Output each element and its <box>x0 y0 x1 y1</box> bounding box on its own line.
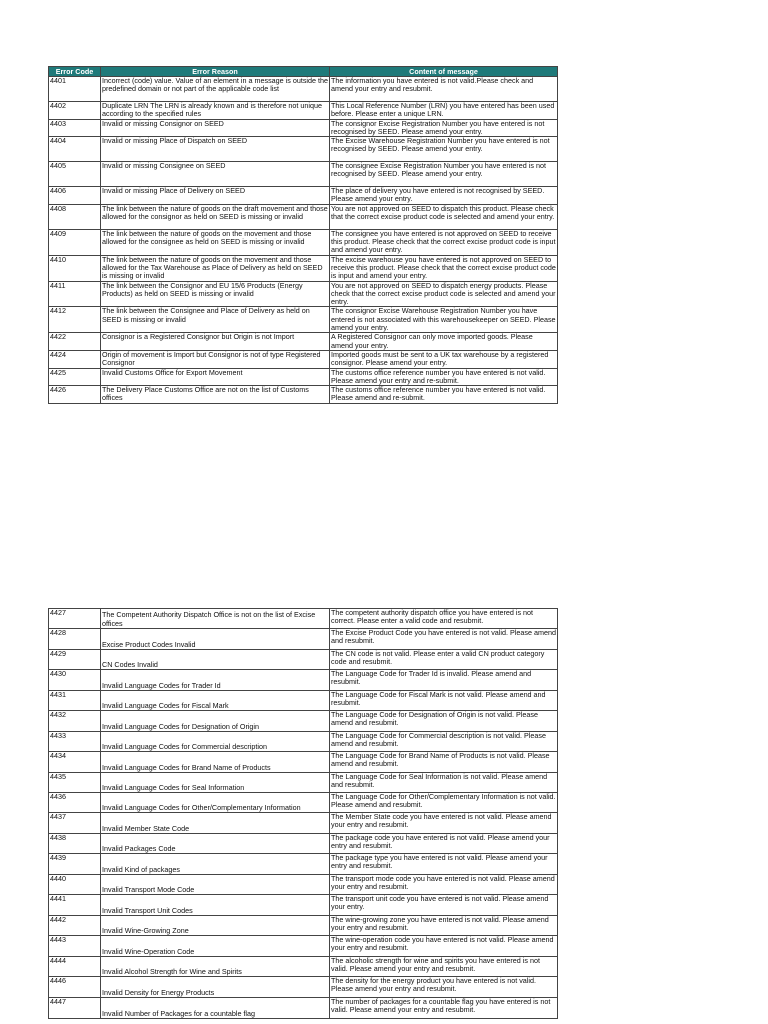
table-row <box>49 691 558 711</box>
table-row <box>49 229 558 255</box>
error-code-cell: 4429 <box>49 650 101 670</box>
message-cell: The customs office reference number you have entered is not valid. Please amend and re-submit. <box>330 386 558 404</box>
message-cell: The Language Code for Seal Information is not valid. Please amend and resubmit. <box>330 773 558 793</box>
error-code-cell: 4424 <box>49 350 101 368</box>
table-row <box>49 936 558 957</box>
error-reason-cell: The link between the Consignee and Place of Delivery as held on SEED is missing or invalid <box>101 307 330 333</box>
error-reason-cell: Invalid Language Codes for Trader Id <box>101 670 330 691</box>
error-reason-cell: Consignor is a Registered Consignor but Origin is not Import <box>101 333 330 351</box>
error-reason-cell: The link between the nature of goods on the draft movement and those allowed for the consignor as held on SEED is missing or invalid <box>101 204 330 229</box>
error-reason-cell: The link between the nature of goods on the movement and those allowed for the consignee as held on SEED is missing or invalid <box>101 229 330 255</box>
error-code-cell: 4436 <box>49 793 101 813</box>
error-code-cell: 4432 <box>49 711 101 732</box>
table-row <box>49 204 558 229</box>
error-reason-cell: Invalid Customs Office for Export Movement <box>101 368 330 386</box>
error-reason-cell: CN Codes Invalid <box>101 650 330 670</box>
error-code-cell: 4433 <box>49 732 101 752</box>
error-reason-cell: Invalid Language Codes for Other/Complementary Information <box>101 793 330 813</box>
message-cell: The customs office reference number you have entered is not valid. Please amend your entry and re-submit. <box>330 368 558 386</box>
error-code-cell: 4404 <box>49 137 101 162</box>
table-row <box>49 732 558 752</box>
message-cell: The consignee Excise Registration Number you have entered is not recognised by SEED. Please amend your entry. <box>330 162 558 187</box>
error-code-cell: 4409 <box>49 229 101 255</box>
message-cell: This Local Reference Number (LRN) you have entered has been used before. Please enter a unique LRN. <box>330 102 558 120</box>
message-cell: The Language Code for Commercial description is not valid. Please amend and resubmit. <box>330 732 558 752</box>
table-row <box>49 350 558 368</box>
error-code-cell: 4431 <box>49 691 101 711</box>
header-error-code: Error Code <box>49 67 101 77</box>
error-reason-cell: Excise Product Codes Invalid <box>101 629 330 650</box>
error-reason-cell: Invalid Transport Mode Code <box>101 875 330 895</box>
message-cell: The Language Code for Other/Complementary Information is not valid. Please amend and resubmit. <box>330 793 558 813</box>
header-error-reason: Error Reason <box>101 67 330 77</box>
table-row <box>49 854 558 875</box>
table-row <box>49 119 558 137</box>
error-code-cell: 4426 <box>49 386 101 404</box>
error-code-cell: 4430 <box>49 670 101 691</box>
message-cell: The Language Code for Trader Id is invalid. Please amend and resubmit. <box>330 670 558 691</box>
error-code-cell: 4446 <box>49 977 101 998</box>
message-cell: The wine-growing zone you have entered is not valid. Please amend your entry and resubmit. <box>330 916 558 936</box>
table-row <box>49 162 558 187</box>
table-row <box>49 834 558 854</box>
table-row <box>49 629 558 650</box>
error-code-cell: 4435 <box>49 773 101 793</box>
error-reason-cell: Origin of movement is Import but Consignor is not of type Registered Consignor <box>101 350 330 368</box>
message-cell: The place of delivery you have entered is not recognised by SEED. Please amend your entry. <box>330 187 558 205</box>
error-code-cell: 4422 <box>49 333 101 351</box>
table-row <box>49 875 558 895</box>
message-cell: You are not approved on SEED to dispatch energy products. Please check that the correct excise product code is selected and amend your entry. <box>331 281 556 307</box>
error-reason-cell: Invalid Number of Packages for a countable flag <box>101 998 330 1019</box>
table-row <box>49 187 558 205</box>
table-row <box>49 670 558 691</box>
message-cell: The consignee you have entered is not approved on SEED to receive this product. Please check that the correct excise product code is input and amend your entry. <box>331 229 556 255</box>
message-cell: The package type you have entered is not valid. Please amend your entry and resubmit. <box>330 854 558 875</box>
error-code-cell: 4406 <box>49 187 101 205</box>
error-reason-cell: Invalid or missing Place of Delivery on SEED <box>101 187 330 205</box>
message-cell: The Language Code for Designation of Origin is not valid. Please amend and resubmit. <box>330 711 558 732</box>
error-reason-cell: Invalid or missing Place of Dispatch on SEED <box>101 137 330 162</box>
error-code-cell: 4408 <box>49 204 101 229</box>
error-code-cell: 4441 <box>49 895 101 916</box>
error-reason-cell: Invalid Wine-Operation Code <box>101 936 330 957</box>
error-code-cell: 4402 <box>49 102 101 120</box>
table-row <box>49 752 558 773</box>
error-code-cell: 4412 <box>49 307 101 333</box>
error-codes-table-2 <box>48 608 558 1019</box>
error-reason-cell: Invalid or missing Consignee on SEED <box>101 162 330 187</box>
table-row <box>49 609 558 629</box>
message-cell: The excise warehouse you have entered is not approved on SEED to receive this product. Please check that the correct excise product code is input and amend your entry. <box>331 255 556 281</box>
error-code-cell: 4447 <box>49 998 101 1019</box>
error-code-cell: 4437 <box>49 813 101 834</box>
message-cell: The CN code is not valid. Please enter a valid CN product category code and resubmit. <box>330 650 558 670</box>
message-cell: The number of packages for a countable flag you have entered is not valid. Please amend your entry and resubmit. <box>330 998 558 1019</box>
table-row <box>49 281 558 307</box>
message-cell: Imported goods must be sent to a UK tax warehouse by a registered consignor. Please amend your entry. <box>330 350 558 368</box>
error-reason-cell: Invalid Packages Code <box>101 834 330 854</box>
message-cell: The transport mode code you have entered is not valid. Please amend your entry and resubmit. <box>330 875 558 895</box>
table-row <box>49 711 558 732</box>
error-reason-cell: Incorrect (code) value. Value of an element in a message is outside the predefined domain or not part of the applicable code list <box>101 77 330 102</box>
message-cell: The transport unit code you have entered is not valid. Please amend your entry. <box>330 895 558 916</box>
error-reason-cell: The link between the Consignor and EU 15/6 Products (Energy Products) as held on SEED is missing or invalid <box>101 281 330 307</box>
error-code-cell: 4411 <box>49 281 101 307</box>
error-reason-cell: Invalid Language Codes for Brand Name of Products <box>101 752 330 773</box>
table-row <box>49 998 558 1019</box>
error-reason-cell: Invalid Member State Code <box>101 813 330 834</box>
error-code-cell: 4438 <box>49 834 101 854</box>
error-code-cell: 4428 <box>49 629 101 650</box>
message-cell: The density for the energy product you have entered is not valid. Please amend your entry and resubmit. <box>330 977 558 998</box>
table-row <box>49 773 558 793</box>
error-reason-cell: Invalid Language Codes for Designation of Origin <box>101 711 330 732</box>
table-row <box>49 368 558 386</box>
table-row <box>49 255 558 281</box>
message-cell: The wine-operation code you have entered is not valid. Please amend your entry and resubmit. <box>330 936 558 957</box>
table-row <box>49 386 558 404</box>
table-row <box>49 77 558 102</box>
error-reason-cell: The link between the nature of goods on the movement and those allowed for the Tax Warehouse as Place of Delivery as held on SEED is missing or invalid <box>101 255 330 281</box>
error-reason-cell: Invalid Language Codes for Fiscal Mark <box>101 691 330 711</box>
error-code-cell: 4405 <box>49 162 101 187</box>
error-reason-cell: The Competent Authority Dispatch Office is not on the list of Excise offices <box>101 609 330 629</box>
message-cell: A Registered Consignor can only move imported goods. Please amend your entry. <box>330 333 558 351</box>
error-reason-cell: Invalid Language Codes for Seal Information <box>101 773 330 793</box>
table-row <box>49 650 558 670</box>
header-row <box>49 67 558 77</box>
message-cell: The Language Code for Fiscal Mark is not valid. Please amend and resubmit. <box>330 691 558 711</box>
error-code-cell: 4401 <box>49 77 101 102</box>
message-cell: The information you have entered is not valid.Please check and amend your entry and resubmit. <box>330 77 558 102</box>
error-reason-cell: Invalid Density for Energy Products <box>101 977 330 998</box>
error-code-cell: 4425 <box>49 368 101 386</box>
table-row <box>49 977 558 998</box>
table-row <box>49 813 558 834</box>
error-code-cell: 4439 <box>49 854 101 875</box>
header-content-of-message: Content of message <box>330 67 558 77</box>
error-code-cell: 4442 <box>49 916 101 936</box>
error-reason-cell: Invalid Kind of packages <box>101 854 330 875</box>
error-code-cell: 4410 <box>49 255 101 281</box>
error-codes-table-1 <box>48 66 558 404</box>
message-cell: The competent authority dispatch office you have entered is not correct. Please enter a valid code and resubmit. <box>330 609 558 629</box>
error-reason-cell: Invalid or missing Consignor on SEED <box>101 119 330 137</box>
message-cell: The Excise Warehouse Registration Number you have entered is not recognised by SEED. Please amend your entry. <box>330 137 558 162</box>
message-cell: The Member State code you have entered is not valid. Please amend your entry and resubmit. <box>330 813 558 834</box>
error-reason-cell: Duplicate LRN The LRN is already known and is therefore not unique according to the specified rules <box>101 102 330 120</box>
message-cell: You are not approved on SEED to dispatch this product. Please check that the correct excise product code is selected and amend your entry. <box>330 204 558 229</box>
message-cell: The alcoholic strength for wine and spirits you have entered is not valid. Please amend your entry and resubmit. <box>330 957 558 977</box>
message-cell: The consignor Excise Registration Number you have entered is not recognised by SEED. Please amend your entry. <box>330 119 558 137</box>
error-reason-cell: Invalid Transport Unit Codes <box>101 895 330 916</box>
error-code-cell: 4443 <box>49 936 101 957</box>
error-reason-cell: The Delivery Place Customs Office are not on the list of Customs offices <box>101 386 330 404</box>
error-reason-cell: Invalid Language Codes for Commercial description <box>101 732 330 752</box>
table-row <box>49 957 558 977</box>
error-reason-cell: Invalid Alcohol Strength for Wine and Spirits <box>101 957 330 977</box>
table-row <box>49 333 558 351</box>
error-code-cell: 4427 <box>49 609 101 629</box>
table-row <box>49 102 558 120</box>
error-reason-cell: Invalid Wine-Growing Zone <box>101 916 330 936</box>
message-cell: The package code you have entered is not valid. Please amend your entry and resubmit. <box>330 834 558 854</box>
error-code-cell: 4440 <box>49 875 101 895</box>
error-code-cell: 4403 <box>49 119 101 137</box>
message-cell: The Language Code for Brand Name of Products is not valid. Please amend and resubmit. <box>330 752 558 773</box>
error-code-cell: 4434 <box>49 752 101 773</box>
error-code-cell: 4444 <box>49 957 101 977</box>
table-row <box>49 916 558 936</box>
message-cell: The consignor Excise Warehouse Registration Number you have entered is not associated with this warehousekeeper on SEED. Please amend your entry. <box>331 306 556 333</box>
table-row <box>49 307 558 333</box>
table-row <box>49 137 558 162</box>
table-row <box>49 895 558 916</box>
table-row <box>49 793 558 813</box>
message-cell: The Excise Product Code you have entered is not valid. Please amend and resubmit. <box>330 629 558 650</box>
